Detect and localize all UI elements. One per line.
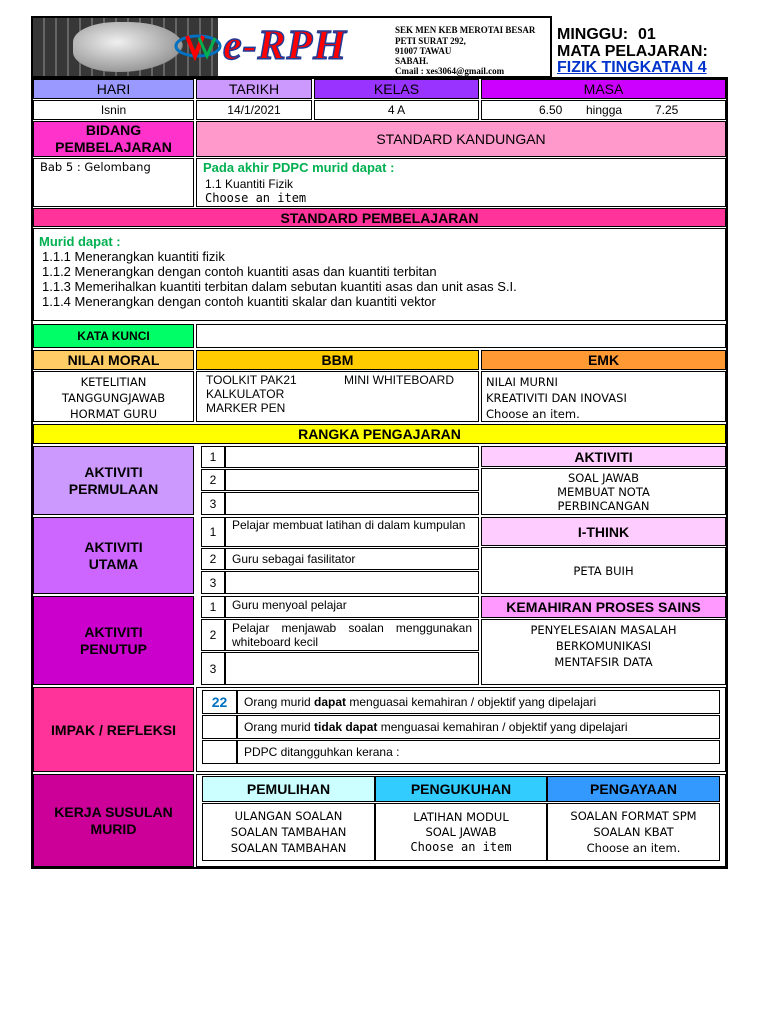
impak-text: menguasai kemahiran / objektif yang dipelajari [346,695,597,709]
bbm-item: KALKULATOR [206,387,285,401]
bbm-item: MARKER PEN [206,401,286,415]
bidang-label-line: BIDANG [85,122,142,138]
impak-row [237,715,720,739]
activity-cell[interactable]: Guru sebagai fasilitator [225,548,479,570]
susulan-label-line: MURID [90,820,137,837]
pemulihan-header: PEMULIHAN [202,776,375,802]
row-number: 2 [201,548,225,570]
row-number: 1 [201,517,225,547]
sp-item: 1.1.4 Menerangkan dengan contoh kuantiti skalar dan kuantiti vektor [42,294,436,309]
header-banner [31,16,552,78]
pengayaan-item: SOALAN FORMAT SPM [570,809,697,823]
tarikh-value[interactable]: 14/1/2021 [196,100,312,120]
row-number: 1 [201,596,225,618]
activity-cell[interactable]: Guru menyoal pelajar [225,596,479,618]
sp-item: 1.1.3 Memerihalkan kuantiti terbitan dalam sebutan kuantiti asas dan unit asas S.I. [42,279,517,294]
activity-cell[interactable]: Pelajar menjawab soalan menggunakan whiteboard kecil [225,619,479,651]
masa-header: MASA [481,79,726,99]
sk-content[interactable] [196,158,726,207]
sp-header: STANDARD PEMBELAJARAN [33,208,726,227]
pengayaan-item[interactable]: Choose an item. [586,841,681,855]
nilai-item: TANGGUNGJAWAB [61,391,166,405]
rangka-header: RANGKA PENGAJARAN [33,424,726,444]
pengukuhan-list[interactable] [375,803,547,861]
masa-separator: hingga [586,103,623,117]
penutup-label-line: PENUTUP [80,640,147,657]
hari-header: HARI [33,79,194,99]
impak-row [237,690,720,714]
hari-value[interactable]: Isnin [33,100,194,120]
sp-content[interactable] [33,228,726,321]
school-name: SEK MEN KEB MEROTAI BESAR [395,25,536,35]
permulaan-label-line: PERMULAAN [68,480,159,497]
masa-end[interactable]: 7.25 [655,103,679,117]
kata-kunci-label: KATA KUNCI [33,324,194,348]
pengayaan-header: PENGAYAAN [547,776,720,802]
emk-item: KREATIVITI DAN INOVASI [486,391,627,405]
aktiviti-item: MEMBUAT NOTA [557,485,650,499]
address-line: SABAH. [395,56,429,66]
nilai-item: HORMAT GURU [69,407,157,421]
aktiviti-utama-label [33,517,194,594]
impak-text: Orang murid [244,695,315,709]
nilai-moral-list[interactable] [33,371,194,422]
row-number: 3 [201,571,225,594]
activity-cell[interactable] [225,652,479,685]
address-line: 91007 TAWAU [395,46,452,56]
kelas-value[interactable]: 4 A [314,100,479,120]
emk-list[interactable] [481,371,726,422]
ithink-header: I-THINK [481,517,726,546]
impak-text-bold: dapat [314,695,347,709]
row-number: 3 [201,492,225,515]
activity-cell[interactable] [225,469,479,491]
utama-label-line: AKTIVITI [84,538,143,555]
pemulihan-item: SOALAN TAMBAHAN [230,825,347,839]
pemulihan-item: ULANGAN SOALAN [234,809,343,823]
activity-cell[interactable]: Pelajar membuat latihan di dalam kumpulan [225,517,479,547]
kps-item: BERKOMUNIKASI [555,639,652,653]
sp-intro: Murid dapat : [39,234,121,249]
nilai-moral-header: NILAI MORAL [33,350,194,370]
sk-item[interactable]: 1.1 Kuantiti Fizik [205,177,294,191]
kps-header: KEMAHIRAN PROSES SAINS [481,596,726,618]
kps-list[interactable] [481,619,726,685]
bbm-list[interactable] [196,371,479,422]
aktiviti-penutup-label [33,596,194,685]
pengukuhan-header: PENGUKUHAN [375,776,547,802]
aktiviti-permulaan-label [33,446,194,515]
bbm-item: TOOLKIT PAK21 [206,373,297,387]
impak-text-bold: tidak dapat [314,720,378,734]
pengayaan-item: SOALAN KBAT [593,825,674,839]
nilai-item: KETELITIAN [80,375,147,389]
row-number: 2 [201,619,225,651]
pemulihan-list[interactable] [202,803,375,861]
aktiviti-header: AKTIVITI [481,446,726,467]
masa-start[interactable]: 6.50 [539,103,563,117]
minggu-value[interactable]: 01 [638,26,656,43]
sk-choose-item[interactable]: Choose an item [205,191,307,205]
impak-text: menguasai kemahiran / objektif yang dipelajari [377,720,628,734]
school-address [395,36,504,76]
sp-item: 1.1.1 Menerangkan kuantiti fizik [42,249,225,264]
bbm-header: BBM [196,350,479,370]
impak-text: PDPC ditangguhkan kerana : [244,745,400,759]
sk-header: STANDARD KANDUNGAN [196,121,726,157]
impak-count[interactable]: 22 [202,690,237,714]
kps-item: MENTAFSIR DATA [554,655,653,669]
emk-header: EMK [481,350,726,370]
impak-row [237,740,720,764]
susulan-label-line: KERJA SUSULAN [54,803,173,820]
pengukuhan-item[interactable]: Choose an item [410,840,512,854]
aktiviti-list[interactable] [481,468,726,515]
masa-value [481,100,726,120]
pengukuhan-item: SOAL JAWAB [425,825,497,839]
penutup-label-line: AKTIVITI [84,623,143,640]
emk-item: NILAI MURNI [486,375,558,389]
row-number: 1 [201,446,225,468]
bidang-label-line: PEMBELAJARAN [55,139,172,155]
ithink-value[interactable]: PETA BUIH [481,547,726,594]
pengayaan-list[interactable] [547,803,720,861]
kata-kunci-value[interactable] [196,324,726,348]
tarikh-header: TARIKH [196,79,312,99]
bidang-value[interactable] [33,158,194,207]
kerja-susulan-label [33,774,194,867]
aktiviti-item: PERBINCANGAN [557,499,650,513]
row-number: 2 [201,469,225,491]
impak-count[interactable] [202,740,237,764]
hand-image [73,22,183,72]
impak-count[interactable] [202,715,237,739]
impak-text: Orang murid [244,720,315,734]
address-line: Cmail : xes3064@gmail.com [395,66,505,76]
utama-label-line: UTAMA [88,555,139,572]
row-number: 3 [201,652,225,685]
activity-cell[interactable] [225,571,479,594]
activity-cell[interactable] [225,446,479,468]
sp-item: 1.1.2 Menerangkan dengan contoh kuantiti asas dan kuantiti terbitan [42,264,437,279]
bidang-text: Bab 5 : Gelombang [40,160,151,174]
address-line: PETI SURAT 292, [395,36,466,46]
subject-value[interactable]: FIZIK TINGKATAN 4 [557,59,707,76]
pengukuhan-item: LATIHAN MODUL [413,810,509,824]
logo-mark-icon [173,30,223,62]
logo-text: e-RPH [223,23,347,69]
emk-item[interactable]: Choose an item. [486,407,580,421]
aktiviti-item: SOAL JAWAB [567,471,639,485]
impak-label: IMPAK / REFLEKSI [33,687,194,772]
bbm-item-right: MINI WHITEBOARD [344,373,454,387]
activity-cell[interactable] [225,492,479,515]
minggu-label: MINGGU: [557,26,629,43]
bidang-label [33,121,194,157]
subject-label: MATA PELAJARAN: [557,43,708,60]
kps-item: PENYELESAIAN MASALAH [530,623,677,637]
kelas-header: KELAS [314,79,479,99]
pemulihan-item: SOALAN TAMBAHAN [230,841,347,855]
permulaan-label-line: AKTIVITI [84,463,143,480]
sk-intro: Pada akhir PDPC murid dapat : [203,160,395,175]
